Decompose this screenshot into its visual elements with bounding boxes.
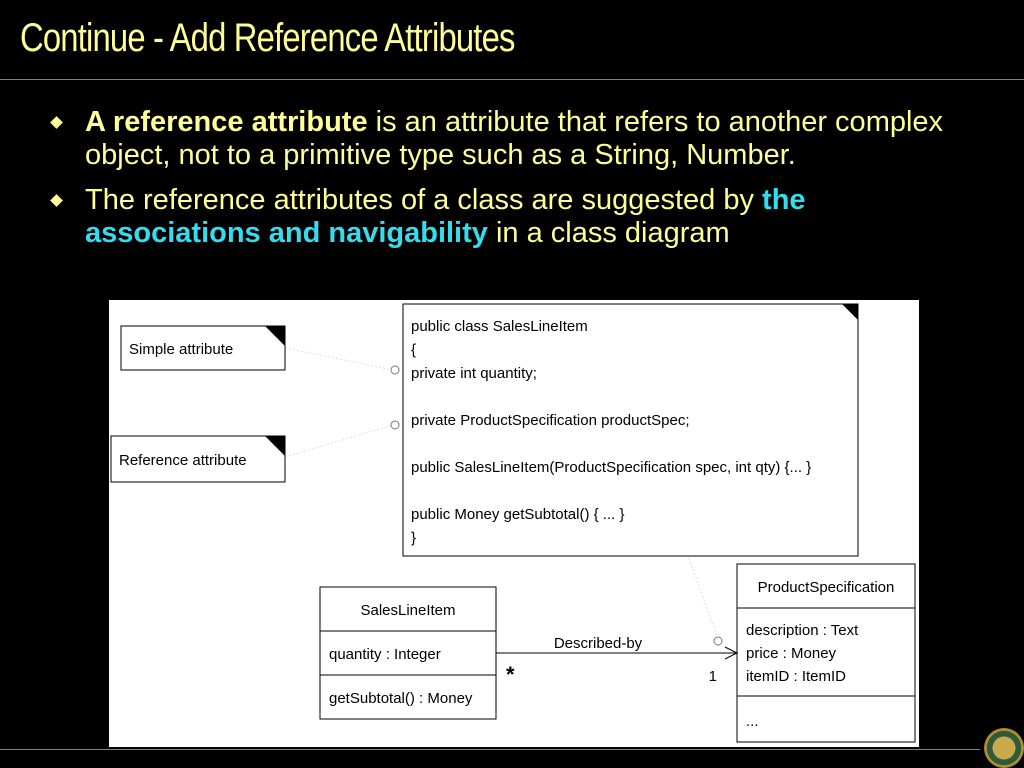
slide-title: Continue - Add Reference Attributes <box>20 16 515 60</box>
class-operation: ... <box>746 713 759 730</box>
code-line: public class SalesLineItem <box>411 318 588 335</box>
class-name: ProductSpecification <box>757 579 895 596</box>
class-attribute: quantity : Integer <box>329 646 441 663</box>
connector-anchor <box>391 421 399 429</box>
class-name: SalesLineItem <box>360 602 456 619</box>
multiplicity-source: * <box>506 662 515 687</box>
code-line: public Money getSubtotal() { ... } <box>411 506 625 523</box>
title-divider <box>0 79 1024 80</box>
bullet-item <box>48 106 988 172</box>
class-operation: getSubtotal() : Money <box>329 690 473 707</box>
bullet-text: in a class diagram <box>487 217 730 249</box>
class-product-specification <box>737 564 915 742</box>
code-note <box>403 304 858 556</box>
code-line: } <box>411 529 417 547</box>
code-line: { <box>411 341 417 359</box>
association-described-by <box>496 635 737 687</box>
multiplicity-target: 1 <box>708 668 717 685</box>
connector-anchor <box>391 366 399 374</box>
class-attribute: description : Text <box>746 622 859 639</box>
bullet-term: A reference attribute <box>85 106 368 138</box>
diamond-bullet-icon <box>50 194 63 207</box>
note-connector-reference <box>285 425 393 457</box>
code-line: public SalesLineItem(ProductSpecification spec, int qty) {... } <box>411 459 812 476</box>
connector-anchor <box>714 637 722 645</box>
code-line: private int quantity; <box>411 365 537 382</box>
uml-diagram-panel <box>109 300 919 747</box>
uml-diagram <box>109 300 919 747</box>
bullet-list <box>48 106 988 262</box>
note-simple-attribute <box>121 326 285 370</box>
association-label: Described-by <box>553 635 643 652</box>
note-reference-attribute <box>111 436 285 482</box>
bullet-item <box>48 184 988 250</box>
bullet-text: is an attribute that refers to another complex object, not to a primitive type such as a String, Number. <box>85 106 944 171</box>
code-line: private ProductSpecification productSpec; <box>411 412 690 429</box>
university-seal-logo <box>984 728 1024 768</box>
diamond-bullet-icon <box>50 116 63 129</box>
bullet-highlight: the associations and navigability <box>85 184 806 249</box>
footer-divider <box>0 749 980 750</box>
class-attribute: price : Money <box>746 645 837 662</box>
note-connector-simple <box>285 348 393 370</box>
note-label: Simple attribute <box>129 341 234 358</box>
bullet-text: The reference attributes of a class are suggested by <box>85 184 763 216</box>
class-attribute: itemID : ItemID <box>746 668 847 685</box>
note-label: Reference attribute <box>119 452 247 469</box>
class-sales-line-item <box>320 587 496 719</box>
